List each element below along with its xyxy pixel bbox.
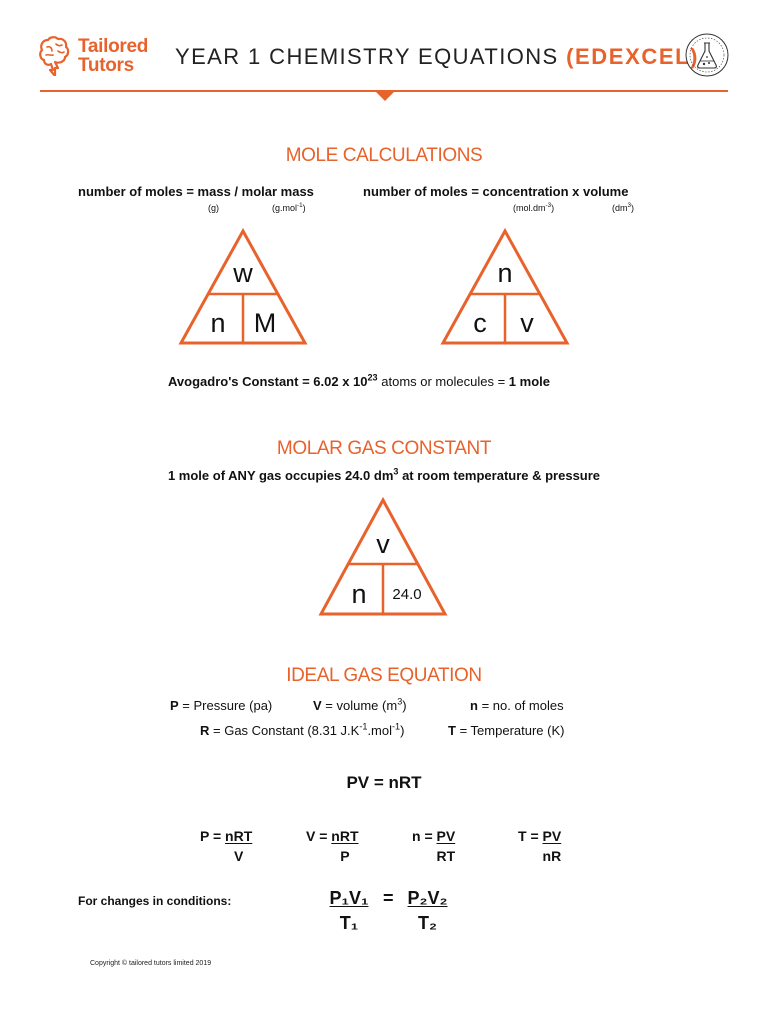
triangle-left-label: n [210,308,226,338]
triangle-top-label: v [376,529,390,559]
triangle-top-label: w [233,258,253,288]
page-title [175,44,699,70]
pressure-definition: P = Pressure (pa) [170,698,273,713]
avogadro-exponent: 23 [367,372,378,383]
rearranged-volume: V = $\frac{\text{nRT}}{P}$ [306,828,359,864]
volume-definition: V = volume $(m^3)$ [313,696,407,713]
moles-definition: n = no. of moles [470,698,564,713]
triangle-right-label: 24.0 [392,586,422,603]
triangle-right-label: M [253,308,277,338]
logo-line-1: Tailored [78,36,149,57]
molar-volume-triangle [318,497,448,617]
rearranged-moles: n = $\frac{PV}{RT}$ [412,828,456,864]
brain-lightning-icon [38,34,72,76]
concentration-volume-triangle [440,228,570,346]
concentration-unit: $(mol.dm^{-3})$ [513,202,555,213]
copyright-notice: Copyright © tailored tutors limited 2019 [90,960,212,967]
page-title-main: YEAR 1 CHEMISTRY EQUATIONS [175,44,559,69]
mass-unit: (g) [208,203,219,213]
moles-mass-equation: number of moles = mass / molar mass [78,184,314,199]
triangle-right-label: v [520,308,534,338]
ideal-gas-equation-heading: IDEAL GAS EQUATION [286,665,482,686]
molar-volume-statement: 1 mole of ANY gas occupies 24.0 $dm^3$ at room temperature & pressure [167,466,601,483]
volume-unit: $(dm^3)$ [612,202,635,213]
flask-emblem-icon [684,32,730,78]
avogadro-constant-line [168,374,550,389]
changes-in-conditions-label: For changes in conditions: [78,894,232,908]
temperature-definition: T = Temperature (K) [448,723,565,738]
moles-concentration-equation: number of moles = concentration x volume [363,184,629,199]
logo-wordmark [78,37,148,75]
triangle-left-label: c [473,308,487,338]
avogadro-value: = 6.02 x 10 [302,374,368,389]
logo-line-2: Tutors [78,55,134,76]
header-divider-notch [376,92,394,101]
avogadro-label: Avogadro's Constant [168,374,299,389]
mass-moles-triangle [178,228,308,346]
rearranged-pressure: P = $\frac{\text{nRT}}{V}$ [200,828,253,864]
avogadro-description: atoms or molecules = [381,374,506,389]
page-title-board: (EDEXCEL) [566,44,700,69]
ideal-gas-equation: PV = nRT [346,773,422,792]
rearranged-temperature: T = $\frac{PV}{nR}$ [518,828,562,864]
avogadro-one-mole: 1 mole [508,374,550,389]
molar-mass-unit: (g.mol$^{-1}$) [272,202,306,213]
mole-calculations-heading: MOLE CALCULATIONS [285,145,483,166]
combined-gas-law: $\frac{\text{P₁V₁}}{\text{T₁}}$ = $\frac{\text{P₂V₂}}{\text{T₂}}$ [329,888,448,933]
triangle-top-label: n [497,258,513,288]
triangle-left-label: n [351,579,367,609]
gas-constant-definition: R = Gas Constant (8.31 $J.K^{-1}.mol^{-1}$) [200,721,405,738]
molar-gas-constant-heading: MOLAR GAS CONSTANT [276,438,492,459]
